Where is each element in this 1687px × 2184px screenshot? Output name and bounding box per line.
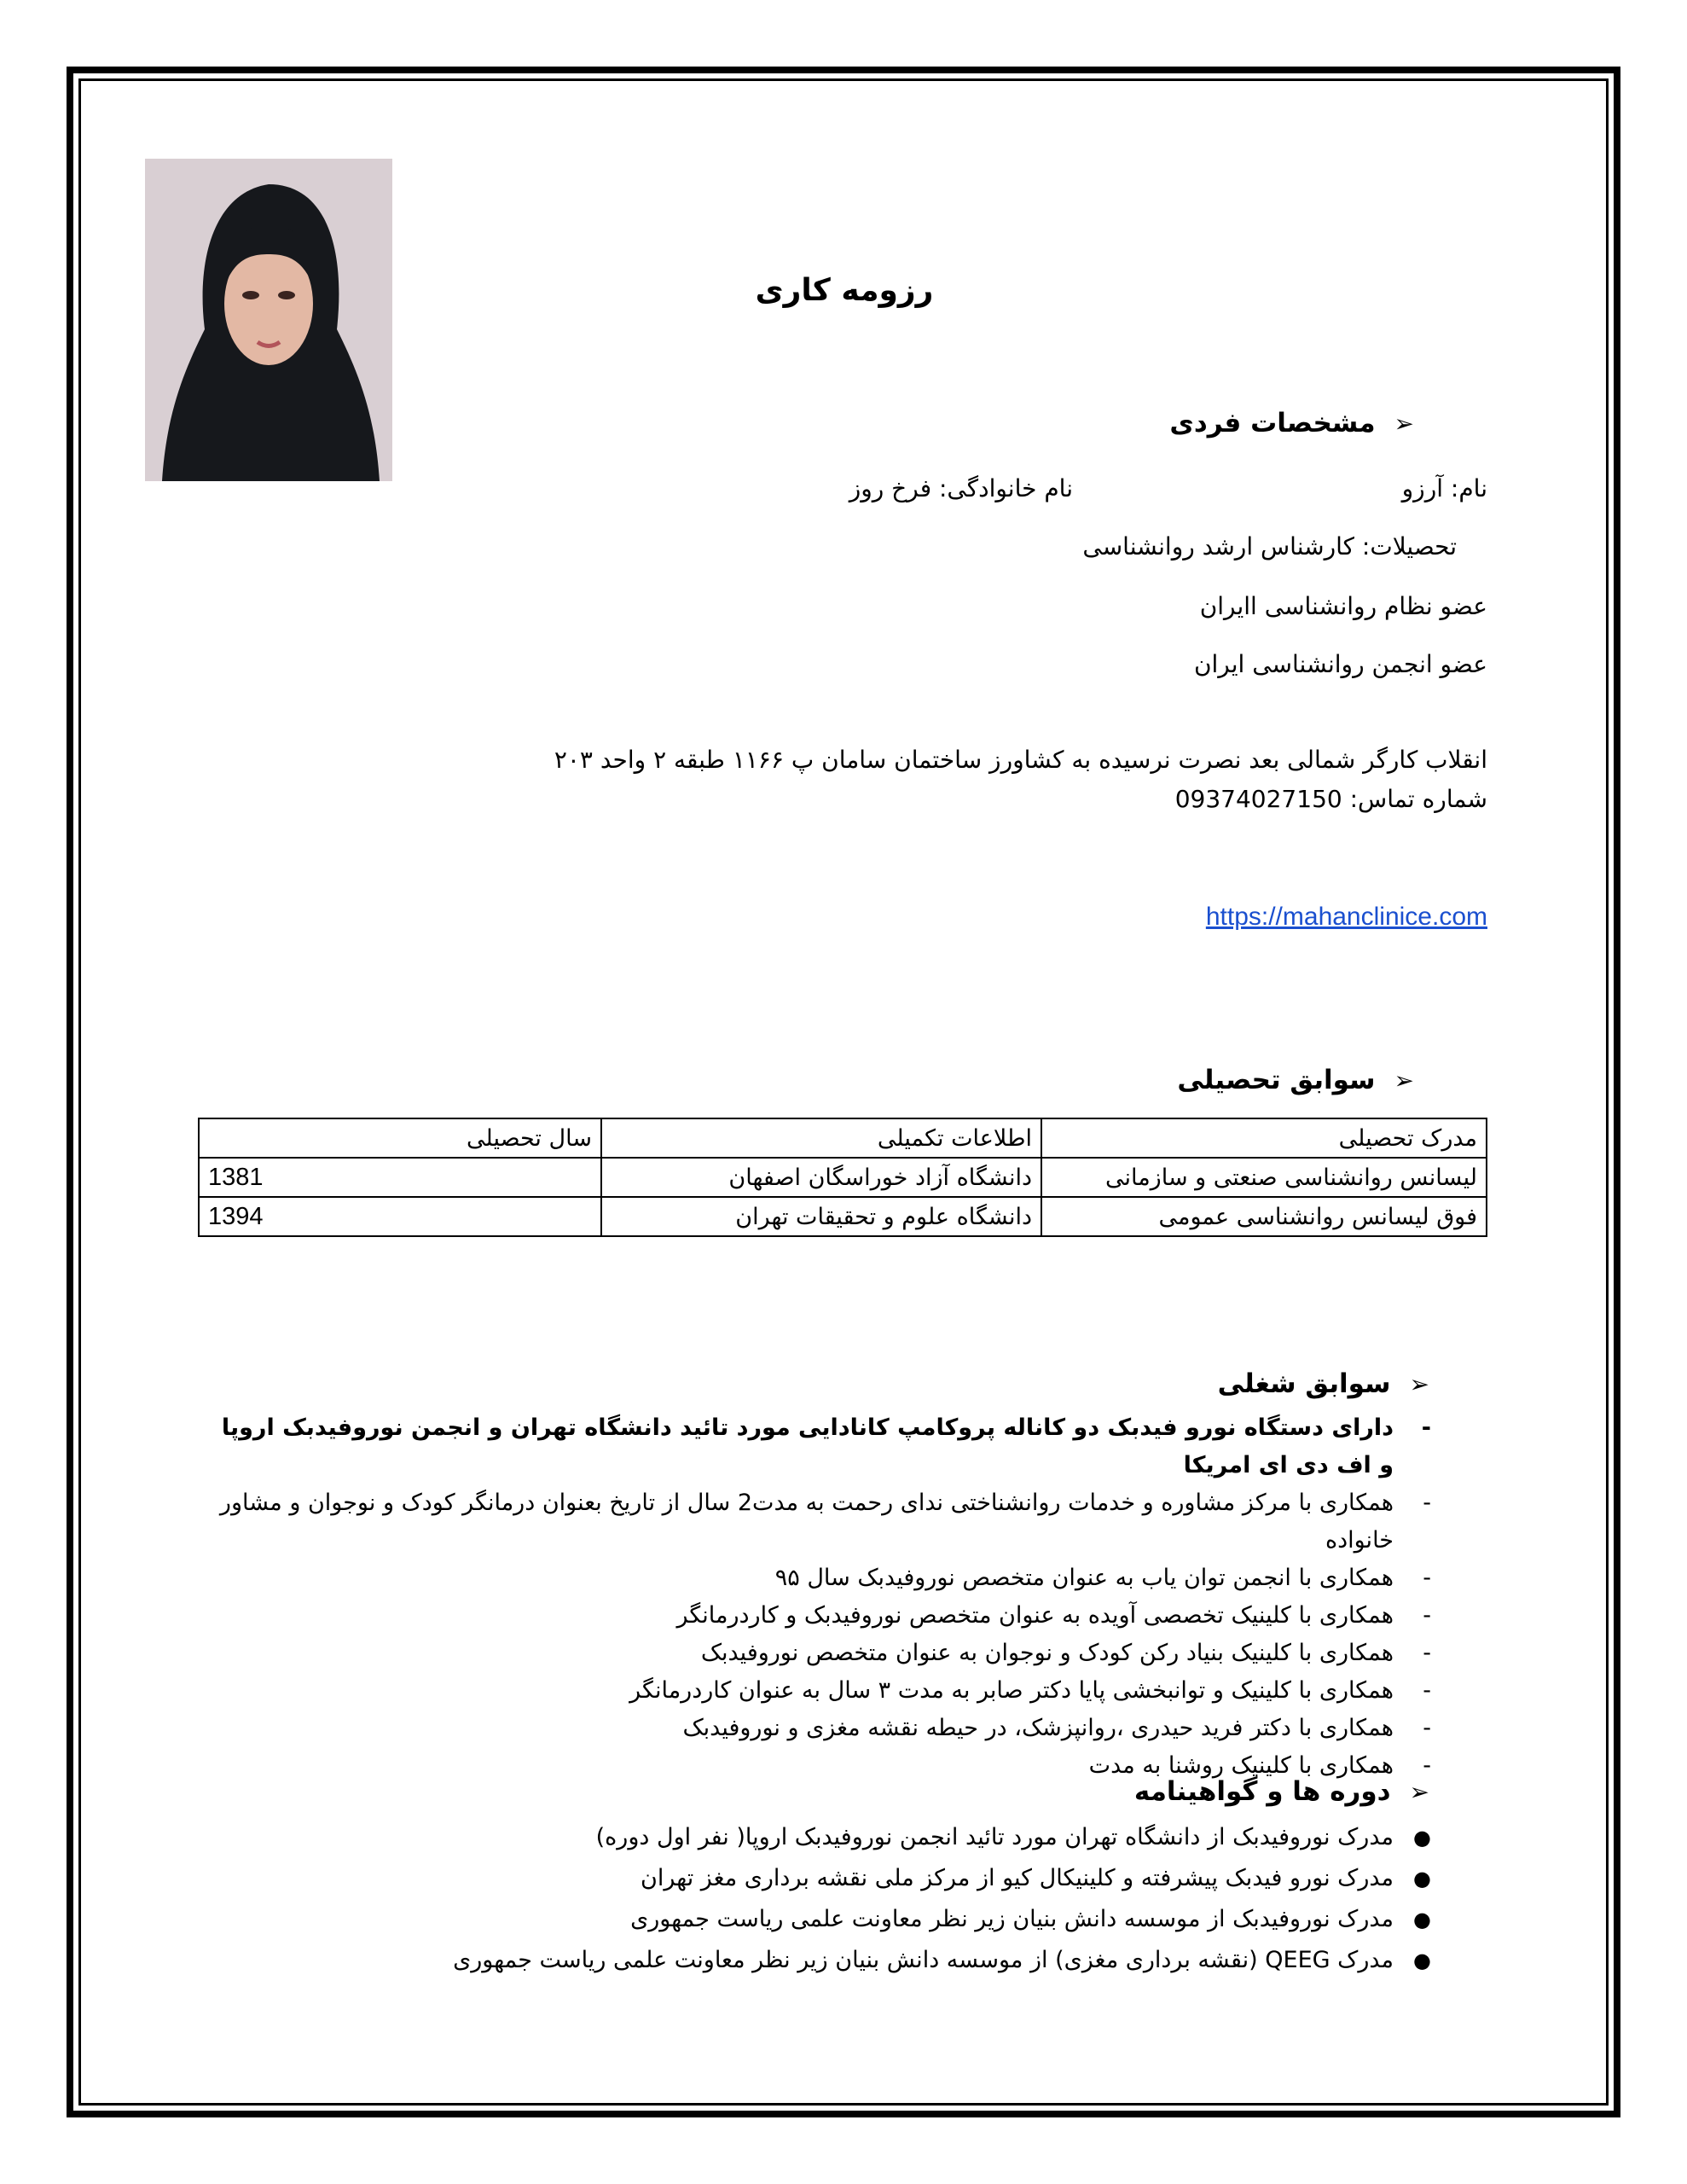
education-table: [198, 1118, 1487, 1237]
list-item: ● مدرک نورو فیدبک پیشرفته و کلینیکال کیو از مرکز ملی نقشه برداری مغز تهران: [203, 1858, 1431, 1899]
degree-cell: لیسانس روانشناسی صنعتی و سازمانی: [1041, 1158, 1487, 1197]
certs-heading-text: دوره ها و گواهینامه: [1133, 1776, 1391, 1807]
list-item: - همکاری با کلینیک روشنا به مدت: [1088, 1752, 1431, 1779]
jobs-list: [203, 1409, 1431, 1785]
table-row: [199, 1158, 1487, 1197]
address: انقلاب کارگر شمالی بعد نصرت نرسیده به کشاورز ساختمان سامان پ ۱۱۶۶ طبقه ۲ واحد ۲۰۳: [554, 746, 1487, 774]
table-header-row: [199, 1118, 1487, 1158]
phone-number: شماره تماس: 09374027150: [1174, 785, 1487, 813]
membership-1: عضو نظام روانشناسی اایران: [1199, 592, 1487, 620]
arrow-bullet-icon: ➢: [1409, 1777, 1429, 1806]
list-item: ● مدرک QEEG (نقشه برداری مغزی) از موسسه دانش بنیان زیر نظر معاونت علمی ریاست جمهوری: [203, 1940, 1431, 1981]
list-item: - همکاری با کلینیک و توانبخشی پایا دکتر صابر به مدت ۳ سال به عنوان کاردرمانگر: [629, 1677, 1431, 1704]
header-degree: مدرک تحصیلی: [1041, 1118, 1487, 1158]
list-item: - همکاری با مرکز مشاوره و خدمات روانشناختی ندای رحمت به مدت2 سال از تاریخ بعنوان درمانگر کودک و نوجوان و مشاور خانواده: [219, 1490, 1431, 1554]
education-heading-text: سوابق تحصیلی: [1177, 1065, 1376, 1095]
header-year: سال تحصیلی: [199, 1118, 601, 1158]
family-field: نام خانوادگی: فرخ روز: [849, 474, 1073, 502]
website-link[interactable]: https://mahanclinice.com: [1205, 903, 1487, 931]
bullet-dot-icon: ●: [1413, 1867, 1431, 1891]
name-field: نام: آرزو: [1401, 474, 1487, 502]
education-section-heading: [1177, 1065, 1414, 1095]
list-item: ● مدرک نوروفیدبک از دانشگاه تهران مورد تائید انجمن نوروفیدبک اروپا( نفر اول دوره): [203, 1817, 1431, 1858]
list-item: - همکاری با کلینیک بنیاد رکن کودک و نوجوان به عنوان متخصص نوروفیدبک: [700, 1640, 1431, 1666]
table-row: [199, 1197, 1487, 1236]
bullet-dot-icon: ●: [1413, 1908, 1431, 1931]
list-item: - همکاری با دکتر فرید حیدری ،روانپزشک، در حیطه نقشه مغزی و نوروفیدبک: [682, 1715, 1431, 1741]
jobs-heading-text: سوابق شغلی: [1217, 1368, 1391, 1399]
details-cell: دانشگاه علوم و تحقیقات تهران: [601, 1197, 1041, 1236]
membership-2: عضو انجمن روانشناسی ایران: [1193, 650, 1487, 678]
certs-section-heading: [1134, 1776, 1429, 1807]
certs-list: [203, 1817, 1431, 1981]
list-item: - دارای دستگاه نورو فیدبک دو کاناله پروکامپ کانادایی مورد تائید دانشگاه تهران و انجمن نوروفیدبک اروپا و اف دی ای امریکا: [221, 1414, 1431, 1478]
profile-photo: [145, 159, 392, 481]
header-details: اطلاعات تکمیلی: [601, 1118, 1041, 1158]
list-item: ● مدرک نوروفیدبک از موسسه دانش بنیان زیر نظر معاونت علمی ریاست جمهوری: [203, 1899, 1431, 1940]
personal-heading-text: مشخصات فردی: [1169, 408, 1376, 439]
education-field: تحصیلات: کارشناس ارشد روانشناسی: [1082, 532, 1457, 561]
list-item: - همکاری با انجمن توان یاب به عنوان متخصص نوروفیدبک سال ۹۵: [774, 1565, 1431, 1591]
personal-section-heading: [1169, 408, 1414, 439]
arrow-bullet-icon: ➢: [1394, 409, 1414, 438]
year-cell: 1394: [199, 1197, 601, 1236]
jobs-section-heading: [1218, 1368, 1429, 1399]
year-cell: 1381: [199, 1158, 601, 1197]
arrow-bullet-icon: ➢: [1394, 1066, 1414, 1095]
details-cell: دانشگاه آزاد خوراسگان اصفهان: [601, 1158, 1041, 1197]
page-title: رزومه کاری: [755, 273, 934, 308]
list-item: - همکاری با کلینیک تخصصی آویده به عنوان متخصص نوروفیدبک و کاردرمانگر: [676, 1602, 1431, 1629]
bullet-dot-icon: ●: [1413, 1949, 1431, 1972]
bullet-dot-icon: ●: [1413, 1826, 1431, 1850]
arrow-bullet-icon: ➢: [1409, 1369, 1429, 1398]
degree-cell: فوق لیسانس روانشناسی عمومی: [1041, 1197, 1487, 1236]
